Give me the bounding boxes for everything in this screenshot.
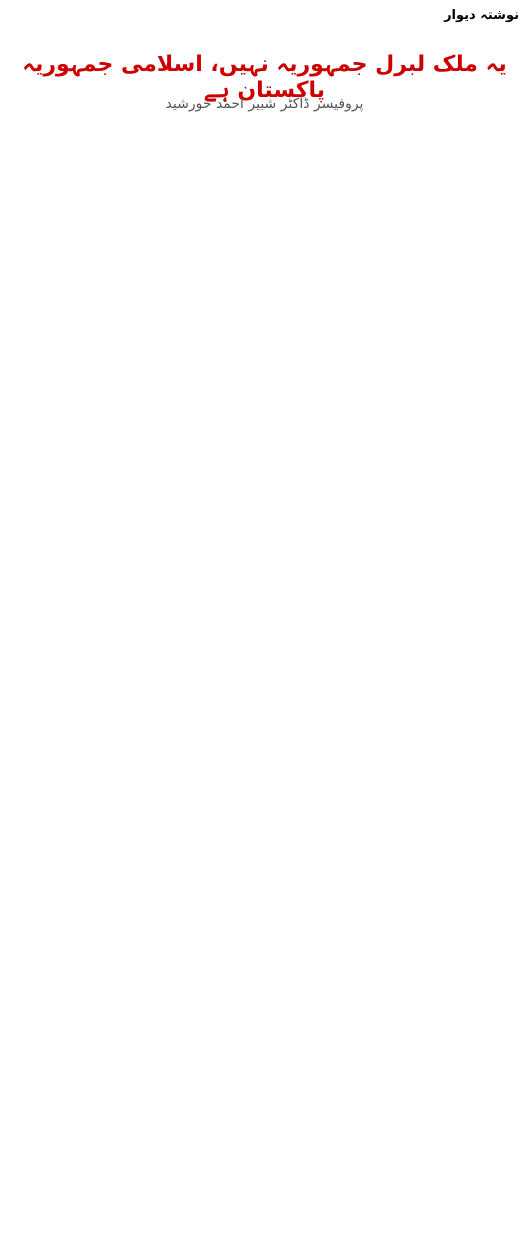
- article-body: [10, 145, 519, 1248]
- article-headline: یہ ملک لبرل جمہوریہ نہیں، اسلامی جمہوریہ پاکستان ہے: [22, 52, 507, 104]
- article-byline: پروفیسر ڈاکٹر شبیر احمد خورشید: [165, 96, 364, 112]
- column-tag: نوشتہ دیوار: [444, 8, 519, 23]
